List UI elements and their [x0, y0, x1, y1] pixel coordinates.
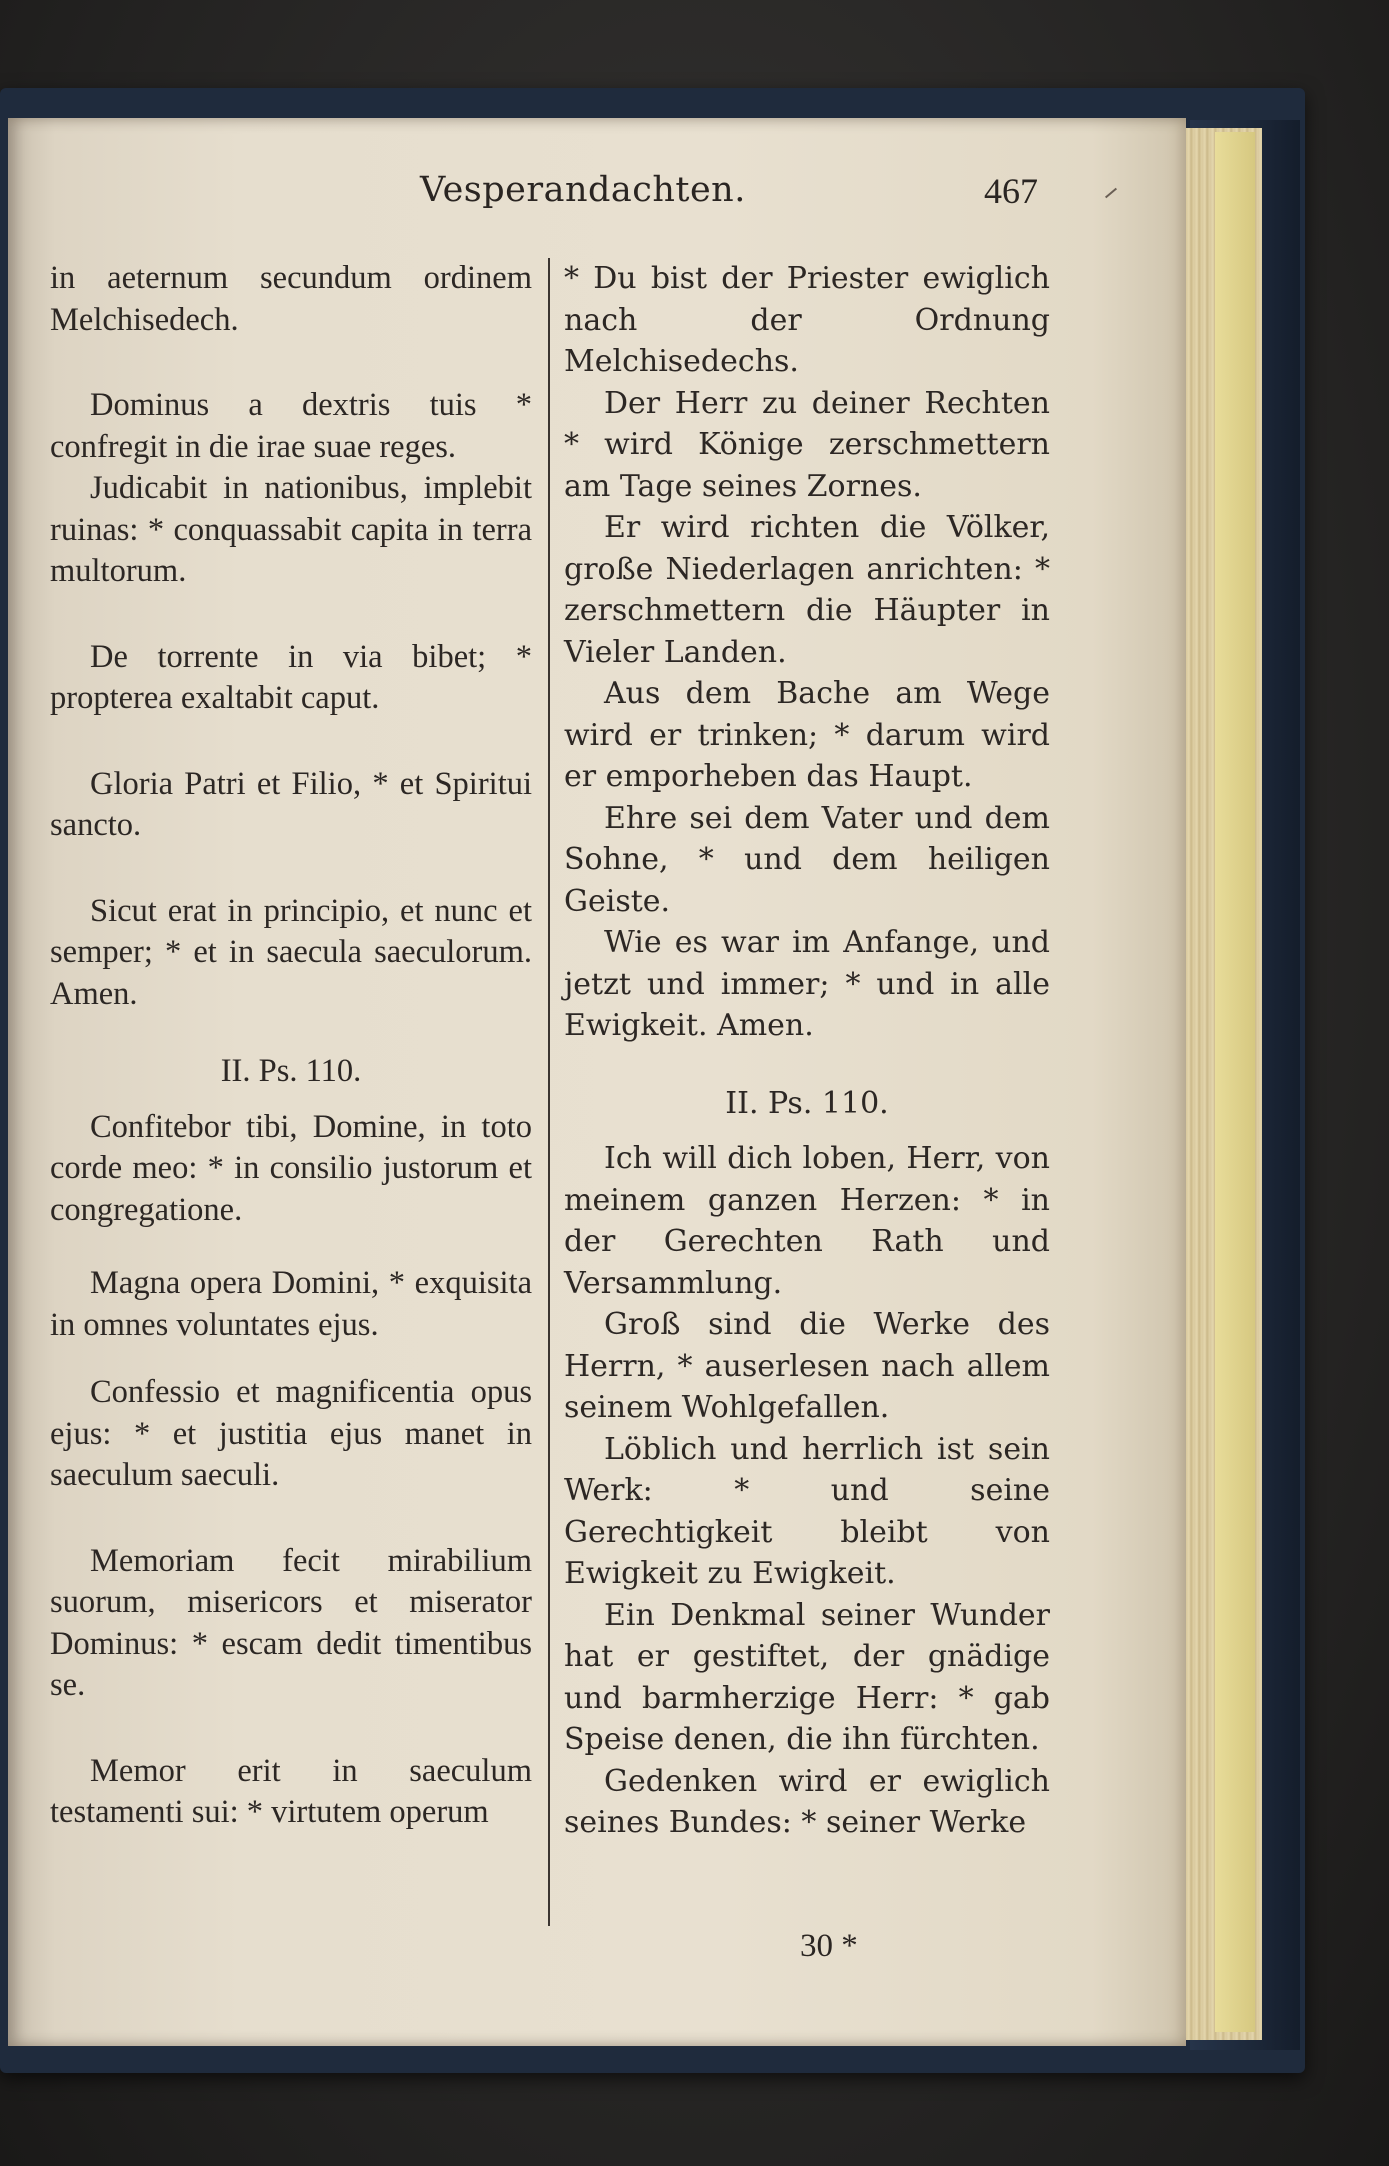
german-verse-11: Gedenken wird er ewiglich seines Bundes: * seiner Werke: [564, 1763, 1050, 1840]
latin-verse-3: Judicabit in nationibus, implebit ruinas: * conquassabit capita in terra multorum.: [50, 470, 532, 589]
german-verse-7: Ich will dich loben, Herr, von meinem ganzen Herzen: * in der Gerechten Rath und Versammlung.: [564, 1141, 1050, 1301]
german-verse-4: Aus dem Bache am Wege wird er trinken; * darum wird er emporheben das Haupt.: [564, 676, 1050, 794]
german-verse-2: Der Herr zu deiner Rechten * wird Könige zerschmettern am Tage seines Zornes.: [564, 385, 1050, 504]
latin-verse-1: in aeternum secundum ordinem Melchisedech.: [50, 260, 532, 338]
german-psalm-heading: II. Ps. 110.: [725, 1085, 889, 1121]
latin-verse-10: Memoriam fecit mirabilium suorum, misericors et miserator Dominus: * escam dedit timentibus se.: [50, 1542, 532, 1703]
latin-verse-9: Confessio et magnificentia opus ejus: * et justitia ejus manet in saeculum saeculi.: [50, 1374, 532, 1493]
latin-verse-2: Dominus a dextris tuis * confregit in die irae suae reges.: [50, 387, 532, 465]
german-verse-3: Er wird richten die Völker, große Niederlagen anrichten: * zerschmettern die Häupter in Vieler Landen.: [564, 510, 1050, 670]
german-verse-8: Groß sind die Werke des Herrn, * auserlesen nach allem seinem Wohlgefallen.: [564, 1307, 1050, 1425]
latin-verse-5: Gloria Patri et Filio, * et Spiritui sancto.: [50, 765, 532, 843]
signature-mark: 30 *: [800, 1928, 858, 1964]
column-divider: [548, 258, 550, 1926]
latin-column: [50, 258, 532, 1834]
page-number: 467: [984, 171, 1038, 211]
latin-verse-11: Memor erit in saeculum testamenti sui: * virtutem operum: [50, 1752, 532, 1830]
german-verse-10: Ein Denkmal seiner Wunder hat er gestiftet, der gnädige und barmherzige Herr: * gab Speise denen, die ihn fürchten.: [564, 1597, 1050, 1757]
german-verse-9: Löblich und herrlich ist sein Werk: * und seine Gerechtigkeit bleibt von Ewigkeit zu Ewigkeit.: [564, 1431, 1050, 1591]
german-verse-6: Wie es war im Anfange, und jetzt und immer; * und in alle Ewigkeit. Amen.: [564, 925, 1050, 1043]
latin-verse-7: Confitebor tibi, Domine, in toto corde meo: * in consilio justorum et congregatione.: [50, 1108, 532, 1228]
german-verse-1: * Du bist der Priester ewiglich nach der Ordnung Melchisedechs.: [564, 261, 1050, 379]
running-title: Vesperandachten.: [420, 170, 746, 210]
page-edges-yellow: [1215, 132, 1255, 2032]
latin-verse-4: De torrente in via bibet; * propterea exaltabit caput.: [50, 638, 532, 716]
german-column: [564, 258, 1050, 1844]
german-verse-5: Ehre sei dem Vater und dem Sohne, * und dem heiligen Geiste.: [564, 800, 1050, 919]
latin-verse-6: Sicut erat in principio, et nunc et semper; * et in saecula saeculorum. Amen.: [50, 892, 532, 1012]
page-header: [0, 170, 1389, 220]
latin-verse-8: Magna opera Domini, * exquisita in omnes voluntates ejus.: [50, 1265, 532, 1343]
latin-psalm-heading: II. Ps. 110.: [220, 1053, 362, 1089]
